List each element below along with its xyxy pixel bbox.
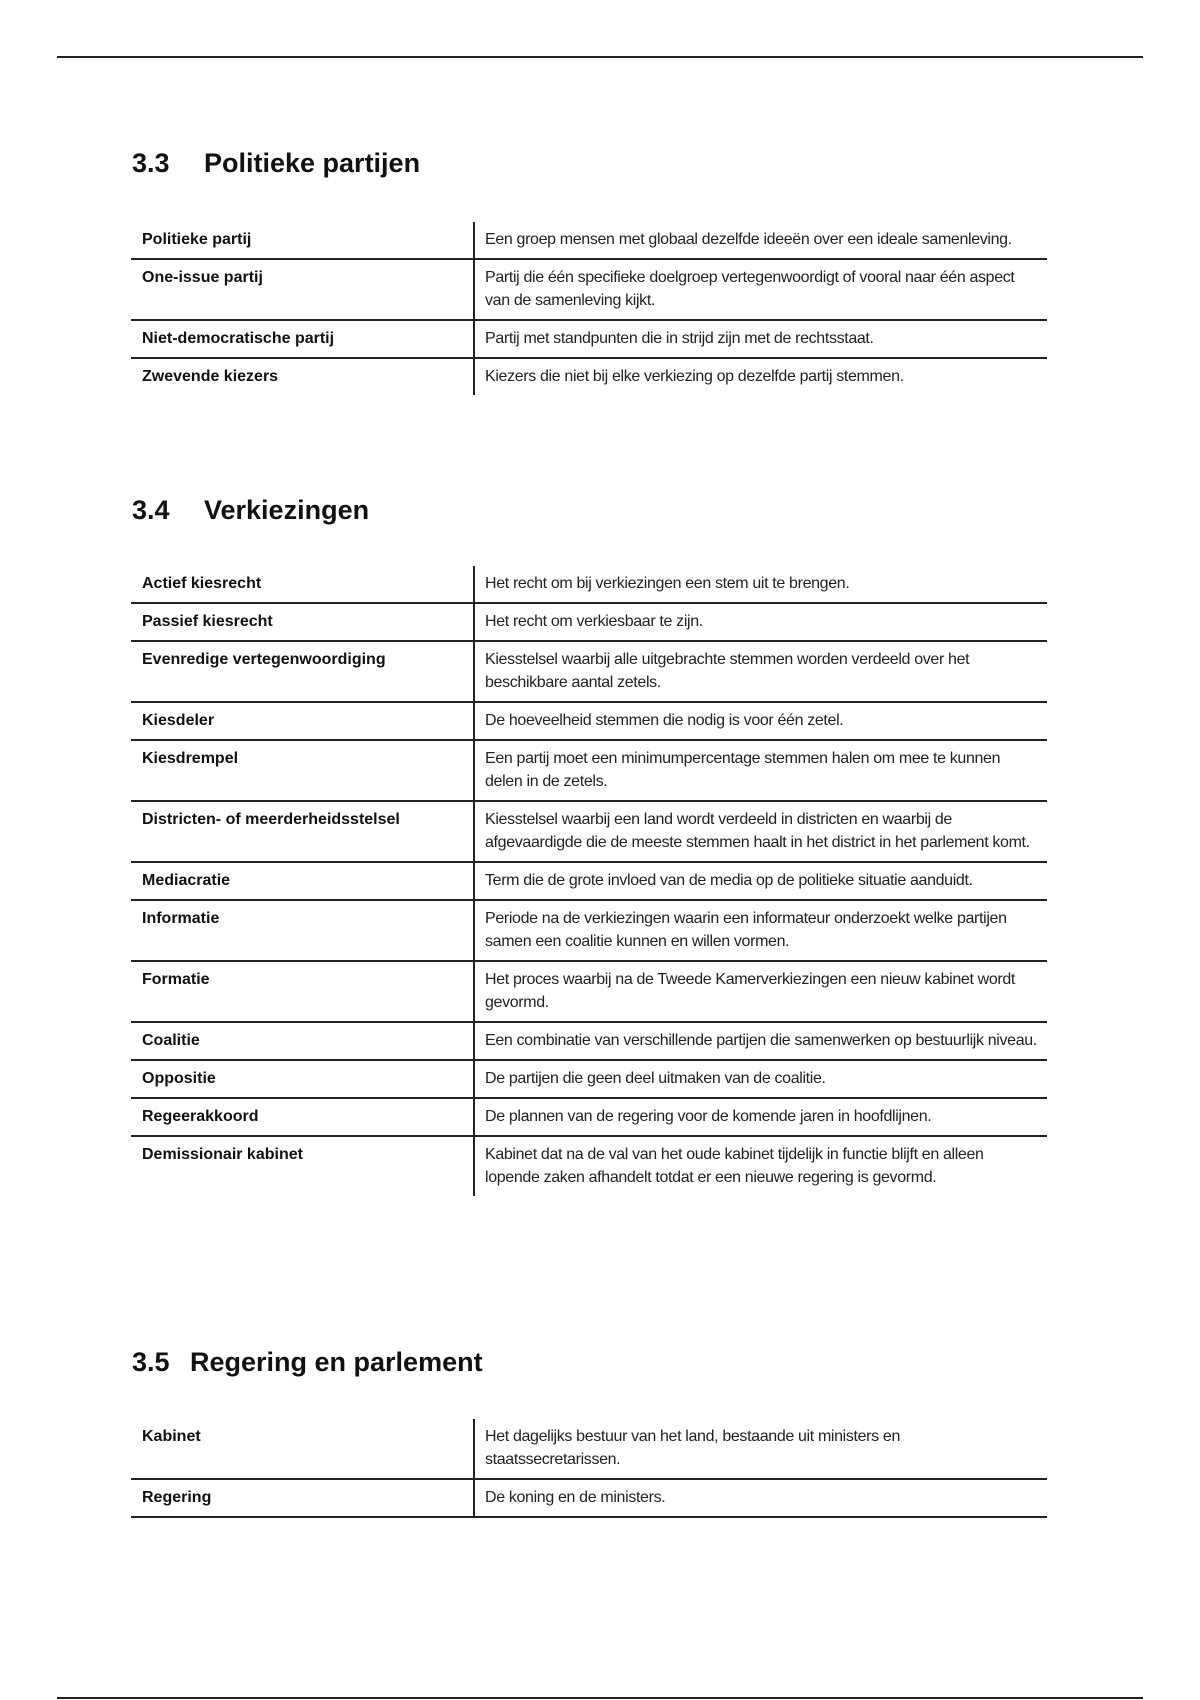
table-row — [131, 259, 1047, 320]
definition-cell: Periode na de verkiezingen waarin een informateur onderzoekt welke partijen samen een coalitie kunnen en willen vormen. — [474, 900, 1047, 961]
glossary-table — [131, 1419, 1047, 1518]
section-politieke-partijen — [132, 148, 1047, 385]
definition-cell: Het recht om bij verkiezingen een stem uit te brengen. — [474, 566, 1047, 603]
glossary-table — [131, 566, 1047, 1196]
table-row — [131, 566, 1047, 603]
definition-cell: Kiesstelsel waarbij alle uitgebrachte stemmen worden verdeeld over het beschikbare aantal zetels. — [474, 641, 1047, 702]
definition-cell: De hoeveelheid stemmen die nodig is voor één zetel. — [474, 702, 1047, 740]
term-cell: Actief kiesrecht — [142, 575, 262, 592]
term-cell: Politieke partij — [142, 231, 252, 248]
definition-cell: De partijen die geen deel uitmaken van de coalitie. — [474, 1060, 1047, 1098]
definition-cell: De plannen van de regering voor de komende jaren in hoofdlijnen. — [474, 1098, 1047, 1136]
definition-cell: Een groep mensen met globaal dezelfde ideeën over een ideale samenleving. — [474, 222, 1047, 259]
section-number: 3.4 — [132, 495, 170, 525]
table-row — [131, 1419, 1047, 1479]
page-bottom-rule — [57, 1697, 1143, 1699]
table-row — [131, 603, 1047, 641]
term-cell: Zwevende kiezers — [131, 358, 474, 395]
table-row — [131, 900, 1047, 961]
table-row — [131, 1479, 1047, 1517]
definition-cell: Partij met standpunten die in strijd zijn met de rechtsstaat. — [474, 320, 1047, 358]
term-cell: Kiesdrempel — [131, 740, 474, 801]
term-cell: Evenredige vertegenwoordiging — [131, 641, 474, 702]
page-top-rule — [57, 56, 1143, 58]
term-cell: Regering — [131, 1479, 474, 1517]
section-heading — [132, 497, 1047, 524]
table-row — [131, 801, 1047, 862]
section-title: Verkiezingen — [204, 495, 370, 525]
term-cell: Passief kiesrecht — [131, 603, 474, 641]
term-cell: Districten- of meerderheidsstelsel — [131, 801, 474, 862]
table-row — [131, 641, 1047, 702]
table-row — [131, 1060, 1047, 1098]
definition-cell: Kiezers die niet bij elke verkiezing op dezelfde partij stemmen. — [474, 358, 1047, 395]
definition-cell: Het recht om verkiesbaar te zijn. — [474, 603, 1047, 641]
term-cell: Regeerakkoord — [131, 1098, 474, 1136]
definition-cell: Het dagelijks bestuur van het land, bestaande uit ministers en staatssecretarissen. — [474, 1419, 1047, 1479]
section-regering-en-parlement — [132, 1347, 1047, 1506]
definition-cell: Term die de grote invloed van de media op de politieke situatie aanduidt. — [474, 862, 1047, 900]
table-row — [131, 961, 1047, 1022]
table-row — [131, 1022, 1047, 1060]
definition-cell: Een partij moet een minimumpercentage stemmen halen om mee te kunnen delen in de zetels. — [474, 740, 1047, 801]
definition-cell: Het proces waarbij na de Tweede Kamerverkiezingen een nieuw kabinet wordt gevormd. — [474, 961, 1047, 1022]
glossary-table — [131, 222, 1047, 395]
table-row — [131, 222, 1047, 259]
term-cell: Demissionair kabinet — [131, 1136, 474, 1196]
table-row — [131, 740, 1047, 801]
table-row — [131, 320, 1047, 358]
term-cell: Niet-democratische partij — [131, 320, 474, 358]
section-number: 3.5 — [132, 1347, 170, 1377]
term-cell: Kabinet — [142, 1428, 201, 1445]
section-title: Politieke partijen — [204, 148, 421, 178]
term-cell: Mediacratie — [131, 862, 474, 900]
term-cell: Kiesdeler — [131, 702, 474, 740]
table-row — [131, 862, 1047, 900]
table-row — [131, 702, 1047, 740]
definition-cell: Een combinatie van verschillende partijen die samenwerken op bestuurlijk niveau. — [474, 1022, 1047, 1060]
section-verkiezingen — [132, 495, 1047, 1186]
section-heading — [132, 150, 1047, 177]
table-row — [131, 1136, 1047, 1196]
section-number: 3.3 — [132, 148, 170, 178]
definition-cell: Kabinet dat na de val van het oude kabinet tijdelijk in functie blijft en alleen lopende zaken afhandelt totdat er een nieuwe regering is gevormd. — [474, 1136, 1047, 1196]
definition-cell: De koning en de ministers. — [474, 1479, 1047, 1517]
term-cell: Coalitie — [131, 1022, 474, 1060]
term-cell: Informatie — [131, 900, 474, 961]
section-heading — [132, 1349, 1047, 1376]
term-cell: Oppositie — [131, 1060, 474, 1098]
table-row — [131, 358, 1047, 395]
definition-cell: Kiesstelsel waarbij een land wordt verdeeld in districten en waarbij de afgevaardigde die de meeste stemmen haalt in het district in het parlement komt. — [474, 801, 1047, 862]
term-cell: One-issue partij — [131, 259, 474, 320]
section-title: Regering en parlement — [190, 1347, 483, 1377]
definition-cell: Partij die één specifieke doelgroep vertegenwoordigt of vooral naar één aspect van de samenleving kijkt. — [474, 259, 1047, 320]
table-row — [131, 1098, 1047, 1136]
term-cell: Formatie — [131, 961, 474, 1022]
